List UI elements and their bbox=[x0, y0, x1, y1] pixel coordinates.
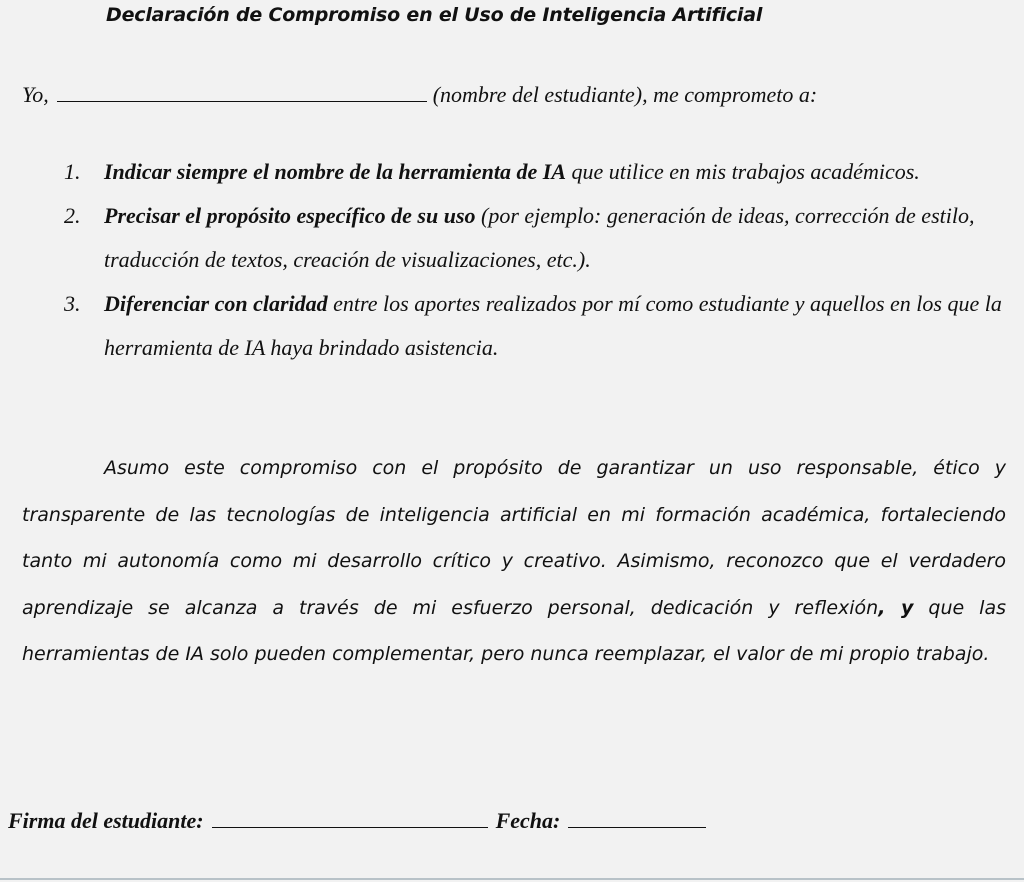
date-label: Fecha: bbox=[495, 808, 561, 833]
list-item-text: (por ejemplo: generación de ideas, corrección de estilo, traducción de textos, creación de visualizaciones, etc.). bbox=[104, 203, 975, 272]
paragraph-part-2: que las herramientas de IA solo pueden complementar, pero nunca reemplazar, el valor de mi propio trabajo. bbox=[22, 596, 1006, 665]
list-item-bold: Precisar el propósito específico de su uso bbox=[104, 203, 476, 228]
signature-line bbox=[8, 808, 706, 834]
commitment-paragraph bbox=[22, 445, 1006, 678]
date-blank bbox=[568, 826, 706, 828]
intro-suffix: (nombre del estudiante), me comprometo a: bbox=[432, 82, 818, 107]
intro-line bbox=[22, 82, 817, 108]
list-item-number: 1. bbox=[64, 159, 81, 184]
commitment-list bbox=[64, 150, 1014, 370]
student-name-blank bbox=[57, 100, 427, 102]
signature-label: Firma del estudiante: bbox=[8, 808, 204, 833]
list-item-number: 3. bbox=[64, 291, 81, 316]
bottom-divider bbox=[0, 878, 1024, 880]
paragraph-bold-y: , y bbox=[878, 596, 914, 619]
list-item-bold: Indicar siempre el nombre de la herramienta de IA bbox=[104, 159, 566, 184]
paragraph-part-1: Asumo este compromiso con el propósito de garantizar un uso responsable, ético y transparente de las tecnologías de inteligencia artificial en mi formación académica, fortaleciendo tanto mi autonomía como mi desarrollo crítico y creativo. Asimismo, reconozco que el verdadero aprendizaje se alcanza a través de mi esfuerzo personal, dedicación y reflexión bbox=[22, 457, 1006, 619]
list-item-number: 2. bbox=[64, 203, 81, 228]
signature-blank bbox=[212, 826, 488, 828]
intro-prefix: Yo, bbox=[22, 82, 49, 107]
list-item-text: entre los aportes realizados por mí como estudiante y aquellos en los que la herramienta de IA haya brindado asistencia. bbox=[104, 291, 1002, 360]
list-item bbox=[64, 150, 1014, 194]
list-item bbox=[64, 194, 1014, 282]
list-item-bold: Diferenciar con claridad bbox=[104, 291, 328, 316]
list-item-text: que utilice en mis trabajos académicos. bbox=[566, 159, 920, 184]
list-item bbox=[64, 282, 1014, 370]
document-title: Declaración de Compromiso en el Uso de Inteligencia Artificial bbox=[106, 4, 763, 26]
